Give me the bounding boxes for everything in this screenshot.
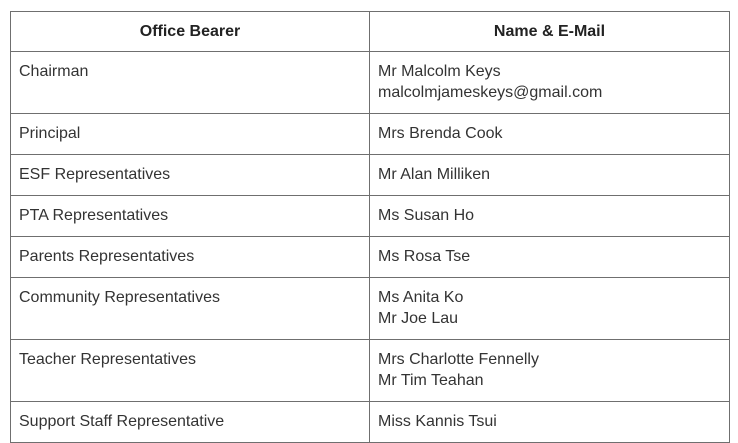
table-row	[11, 114, 730, 155]
office-bearer-cell: Chairman	[11, 52, 370, 114]
person-name: Mr Tim Teahan	[378, 372, 484, 389]
office-bearer-cell: Support Staff Representative	[11, 402, 370, 443]
person-name: Mrs Brenda Cook	[378, 125, 503, 142]
office-bearer-cell: Parents Representatives	[11, 237, 370, 278]
office-bearer-cell: Community Representatives	[11, 278, 370, 340]
header-row	[11, 12, 730, 52]
table-row	[11, 402, 730, 443]
email-text: malcolmjameskeys@gmail.com	[378, 84, 603, 101]
person-name: Ms Susan Ho	[378, 207, 475, 224]
office-bearer-cell: ESF Representatives	[11, 155, 370, 196]
table-header	[11, 12, 730, 52]
office-bearer-cell: PTA Representatives	[11, 196, 370, 237]
name-email-cell	[370, 114, 730, 155]
table-row	[11, 52, 730, 114]
name-email-cell	[370, 196, 730, 237]
office-bearer-cell: Principal	[11, 114, 370, 155]
office-bearers-table	[10, 11, 730, 443]
table-body	[11, 52, 730, 443]
person-name: Mr Joe Lau	[378, 310, 459, 327]
table-row	[11, 237, 730, 278]
header-name-email: Name & E-Mail	[370, 12, 730, 52]
name-email-cell	[370, 278, 730, 340]
table-row	[11, 278, 730, 340]
table-row	[11, 340, 730, 402]
table-row	[11, 155, 730, 196]
header-office-bearer: Office Bearer	[11, 12, 370, 52]
person-name: Miss Kannis Tsui	[378, 413, 497, 430]
name-email-cell	[370, 340, 730, 402]
person-name: Mrs Charlotte Fennelly	[378, 351, 539, 368]
person-name: Ms Rosa Tse	[378, 248, 471, 265]
table-row	[11, 196, 730, 237]
person-name: Mr Malcolm Keys	[378, 63, 501, 80]
name-email-cell	[370, 402, 730, 443]
person-name: Ms Anita Ko	[378, 289, 464, 306]
name-email-cell	[370, 155, 730, 196]
person-name: Mr Alan Milliken	[378, 166, 491, 183]
name-email-cell	[370, 52, 730, 114]
name-email-cell	[370, 237, 730, 278]
office-bearer-cell: Teacher Representatives	[11, 340, 370, 402]
